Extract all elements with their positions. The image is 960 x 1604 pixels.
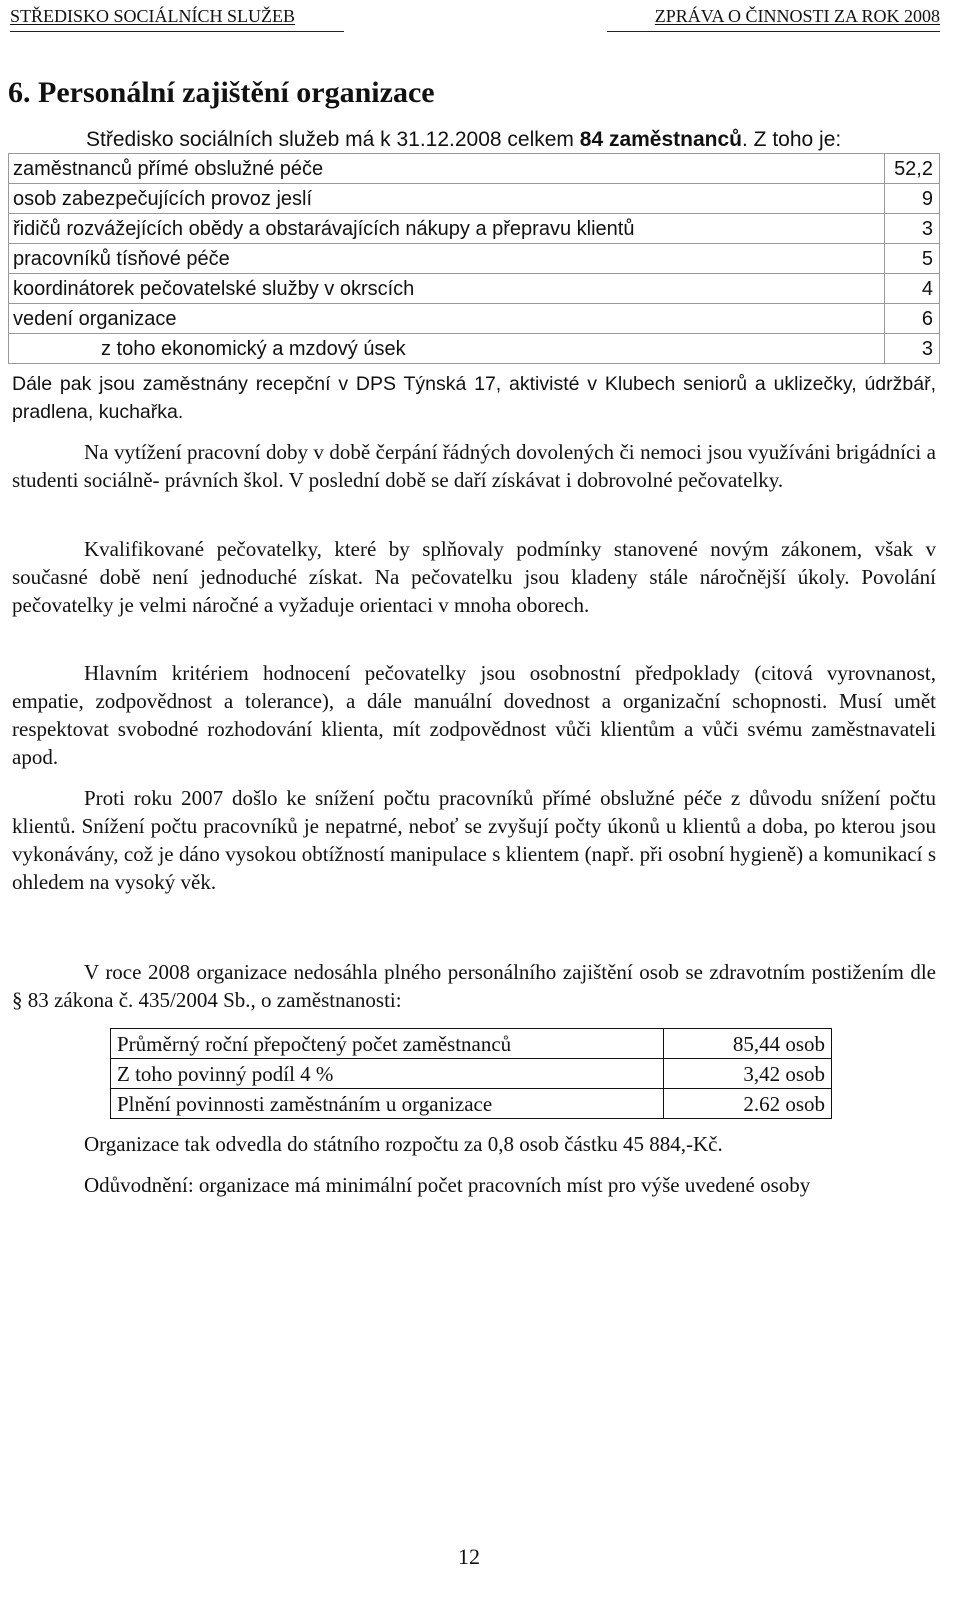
paragraph-criteria bbox=[12, 659, 936, 771]
table-row bbox=[9, 304, 940, 334]
table-row bbox=[111, 1089, 832, 1119]
staff-label: koordinátorek pečovatelské služby v okrscích bbox=[9, 274, 885, 304]
page-number: 12 bbox=[458, 1544, 480, 1569]
staff-value: 6 bbox=[885, 304, 940, 334]
table-row bbox=[9, 274, 940, 304]
table-row bbox=[9, 184, 940, 214]
quota-table bbox=[110, 1028, 832, 1119]
table-row bbox=[9, 154, 940, 184]
quota-value: 85,44 osob bbox=[664, 1029, 832, 1059]
staff-value: 3 bbox=[885, 334, 940, 364]
paragraph-text: Dále pak jsou zaměstnány recepční v DPS Týnská 17, aktivisté v Klubech seniorů a uklizečky, údržbář, pradlena, kuchařka. bbox=[12, 373, 936, 423]
staff-label: zaměstnanců přímé obslužné péče bbox=[9, 154, 885, 184]
justification-statement: Odůvodnění: organizace má minimální počet pracovních míst pro výše uvedené osoby bbox=[84, 1173, 811, 1197]
quota-label: Průměrný roční přepočtený počet zaměstnanců bbox=[111, 1029, 664, 1059]
intro-total: 84 zaměstnanců bbox=[579, 128, 743, 151]
intro-text-end: . Z toho je: bbox=[742, 128, 842, 151]
staff-table bbox=[8, 153, 940, 364]
staff-value: 9 bbox=[885, 184, 940, 214]
intro-line bbox=[86, 125, 841, 155]
table-row bbox=[9, 244, 940, 274]
paragraph-text: Proti roku 2007 došlo ke snížení počtu pracovníků přímé obslužné péče z důvodu snížení počtu klientů. Snížení počtu pracovníků je nepatrné, neboť se zvyšují počty úkonů u klientů a doba, po kterou jsou vykonávány, což je dáno vysokou obtížností manipulace s klientem (např. při osobní hygieně) a komunikací s ohledem na vysoký věk. bbox=[12, 786, 936, 894]
paragraph-text: Hlavním kritériem hodnocení pečovatelky jsou osobnostní předpoklady (citová vyrovnanost, empatie, zodpovědnost a tolerance), a dále manuální dovednost a organizační schopnosti. Musí umět respektovat svobodné rozhodování klienta, mít zodpovědnost vůči klientům a vůči svému zaměstnavateli apod. bbox=[12, 661, 936, 769]
staff-value: 52,2 bbox=[885, 154, 940, 184]
paragraph-text: Na vytížení pracovní doby v době čerpání řádných dovolených či nemoci jsou využíváni brigádníci a studenti sociálně- právních škol. V poslední době se daří získávat i dobrovolné pečovatelky. bbox=[12, 440, 936, 492]
levy-statement: Organizace tak odvedla do státního rozpočtu za 0,8 osob částku 45 884,-Kč. bbox=[84, 1132, 723, 1156]
staff-label: z toho ekonomický a mzdový úsek bbox=[9, 334, 885, 364]
staff-label: vedení organizace bbox=[9, 304, 885, 334]
paragraph-text: Kvalifikované pečovatelky, které by splňovaly podmínky stanovené novým zákonem, však v současné době není jednoduché získat. Na pečovatelku jsou kladeny stále náročnější úkoly. Povolání pečovatelky je velmi náročné a vyžaduje orientaci v mnoha oborech. bbox=[12, 537, 936, 617]
paragraph-substitutes bbox=[12, 438, 936, 494]
quota-value: 3,42 osob bbox=[664, 1059, 832, 1089]
paragraph-other-staff bbox=[12, 370, 936, 426]
quota-label: Z toho povinný podíl 4 % bbox=[111, 1059, 664, 1089]
staff-value: 3 bbox=[885, 214, 940, 244]
paragraph-text: V roce 2008 organizace nedosáhla plného personálního zajištění osob se zdravotním postižením dle § 83 zákona č. 435/2004 Sb., o zaměstnanosti: bbox=[12, 960, 936, 1012]
paragraph-qualification bbox=[12, 535, 936, 619]
page-header-left: STŘEDISKO SOCIÁLNÍCH SLUŽEB bbox=[10, 4, 344, 32]
staff-value: 5 bbox=[885, 244, 940, 274]
intro-text: Středisko sociálních služeb má k 31.12.2008 celkem bbox=[86, 128, 580, 151]
page-header-right: ZPRÁVA O ČINNOSTI ZA ROK 2008 bbox=[607, 4, 940, 32]
table-row bbox=[111, 1059, 832, 1089]
staff-value: 4 bbox=[885, 274, 940, 304]
staff-label: osob zabezpečujících provoz jeslí bbox=[9, 184, 885, 214]
quota-label: Plnění povinnosti zaměstnáním u organizace bbox=[111, 1089, 664, 1119]
table-row bbox=[111, 1029, 832, 1059]
paragraph-comparison bbox=[12, 784, 936, 896]
staff-label: pracovníků tísňové péče bbox=[9, 244, 885, 274]
quota-value: 2.62 osob bbox=[664, 1089, 832, 1119]
staff-label: řidičů rozvážejících obědy a obstarávajících nákupy a přepravu klientů bbox=[9, 214, 885, 244]
paragraph-disability-quota bbox=[12, 958, 936, 1014]
table-row bbox=[9, 334, 940, 364]
section-heading: 6. Personální zajištění organizace bbox=[8, 76, 435, 109]
table-row bbox=[9, 214, 940, 244]
